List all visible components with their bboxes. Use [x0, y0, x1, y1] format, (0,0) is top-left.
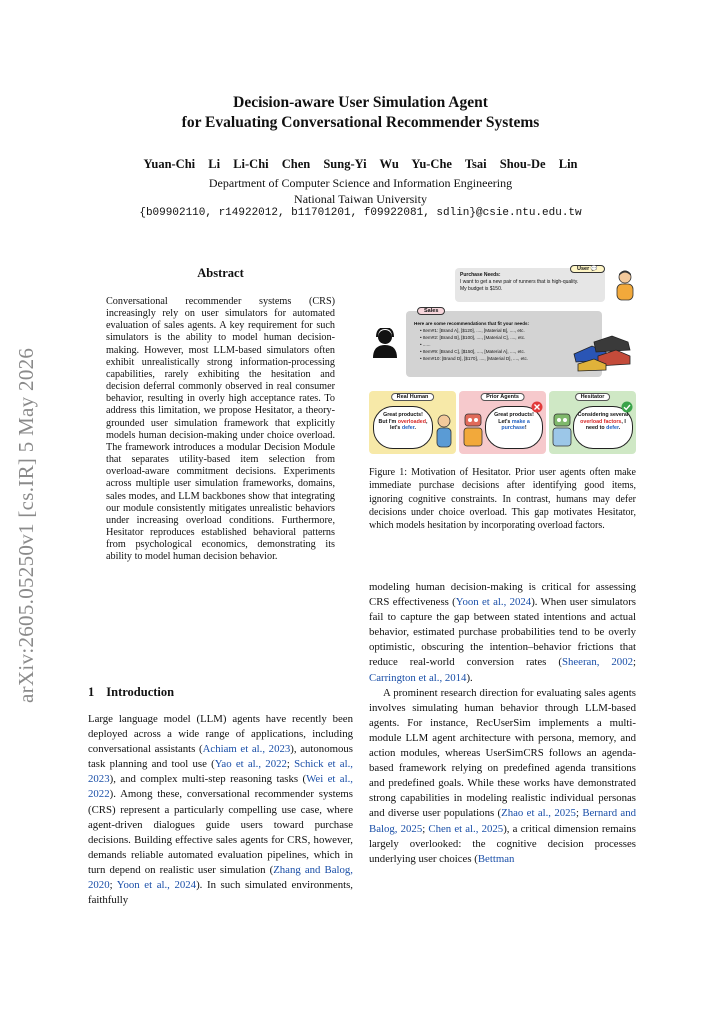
user-tag [570, 265, 605, 273]
paragraph-text-run: A prominent research direction for evaluating sales agents involves simulating human behavior through LLM-based agents. For instance, RecUserSim implements a multi-module LLM agent architecture with persona, memory, and action modules, whereas UserSimCRS follows an agenda-based framework relying on predefined agenda transitions and predefined goals. While these works have demonstrated strong capabilities in modeling realistic individual personas and diverse user populations ( [369, 686, 636, 820]
paragraph-text-run: Large language model (LLM) agents have recently been deployed across a wide range of applications, including conversational assistants ( [88, 713, 353, 756]
recommendation-item: • Item#2: [Brand B], [$100], ...., [Material C], ...., etc. [420, 335, 526, 340]
purchase-needs-line-1: I want to get a new pair of runners that is high-quality. [460, 279, 579, 285]
author-emails: {b09902110, r14922012, b11701201, f09922081, sdlin}@csie.ntu.edu.tw [139, 207, 582, 219]
abstract-heading: Abstract [197, 266, 244, 280]
speech-text: defer [401, 425, 415, 431]
speech-text: ! [524, 425, 527, 431]
panel-title-real-human: Real Human [391, 393, 435, 401]
citation-link[interactable]: Zhao et al., 2025 [501, 807, 576, 820]
purchase-needs-bubble [455, 268, 605, 302]
paragraph-text-run: ; [575, 807, 583, 820]
paragraph-text-run: ). When user simulators fail to capture the gap between stated intentions and actual behavior, estimated purchase probabilities tend to be overly optimistic, obscuring the intention–behavior frictions that reduce real-world conversion rates ( [369, 596, 636, 669]
citation-link[interactable]: Carrington et al., 2014 [369, 671, 467, 684]
citation-link[interactable]: Zhang and Balog, 2020 [88, 863, 354, 892]
affiliation-line-1: Department of Computer Science and Information Engineering [208, 176, 513, 190]
paragraph-text-run: ; [633, 656, 636, 669]
title-line-2: for Evaluating Conversational Recommender Systems [181, 114, 540, 131]
citation-link[interactable]: Yoon et al., 2024 [116, 879, 197, 892]
recommendation-item: • Item#1: [Brand A], [$120], ...., [Material B], ...., etc. [420, 328, 525, 333]
purchase-needs-line-2: My budget is $150. [460, 286, 503, 292]
paragraph-text-run: ), a critical dimension remains largely overlooked: the cognitive decision processes underlying user choices ( [369, 822, 636, 865]
robot-icon [461, 411, 485, 449]
recommendation-item: • ...... [420, 342, 431, 347]
paragraph-text-run: modeling human decision-making is critical for assessing CRS effectiveness ( [369, 581, 636, 609]
recommendation-item: • Item#10: [Brand D], [$170], ...., [Material D], ...., etc. [420, 356, 529, 361]
figure-1 [369, 262, 636, 458]
citation-link[interactable]: Bettman [477, 852, 515, 865]
panel-hesitator [549, 391, 636, 454]
right-paragraph-2 [369, 686, 636, 867]
citation-link[interactable]: Achiam et al., 2023 [202, 743, 291, 756]
citation-link[interactable]: Schick et al., 2023 [88, 758, 353, 786]
sales-tag: Sales [417, 307, 445, 315]
hesitator-robot-icon [551, 411, 573, 449]
speech-text: . [618, 425, 621, 431]
sales-heading: Here are some recommendations that fit your needs: [414, 321, 530, 326]
citation-link[interactable]: Sheeran, 2002 [561, 656, 633, 669]
check-mark-icon [621, 401, 633, 413]
paragraph-text-run: ). Among these, conversational recommender systems (CRS) represent a particularly compelling use case, where agent-driven dialogues guide users toward purchase decisions. Building effective sales agents for CRS, however, demands reliable automated evaluation pipelines, which in turn depend on realistic user simulation ( [88, 788, 353, 876]
citation-link[interactable]: Chen et al., 2025 [428, 822, 504, 835]
panel-prior-agents [459, 391, 546, 454]
speech-text: Great products! [494, 412, 534, 418]
right-paragraph-1 [369, 580, 636, 686]
arxiv-side-label: arXiv:2605.05250v1 [cs.IR] 5 May 2026 [14, 347, 38, 703]
user-avatar-icon [613, 268, 637, 302]
speech-text: Let's [498, 418, 512, 425]
citation-link[interactable]: Wei et al., 2022 [88, 773, 353, 801]
panel-title-prior-agents: Prior Agents [480, 393, 525, 401]
speech-text: overload factors [580, 418, 622, 425]
paper-title [0, 93, 721, 133]
user-tag-label: User [577, 266, 590, 272]
speech-text: overloaded [397, 418, 426, 425]
affiliation-line-2: National Taiwan University [294, 192, 427, 206]
intro-paragraph-1 [88, 712, 353, 908]
speech-text: But I'm [378, 418, 398, 425]
section-number: 1 [88, 685, 95, 699]
right-column-text [369, 580, 636, 867]
speech-text: defer [606, 425, 619, 431]
title-line-1: Decision-aware User Simulation Agent [233, 94, 488, 111]
cross-mark-icon [531, 401, 543, 413]
paragraph-text-run: ; [286, 758, 295, 771]
real-human-speech [373, 406, 433, 449]
purchase-needs-heading: Purchase Needs: [460, 272, 501, 278]
paragraph-text-run: ; [422, 822, 429, 835]
citation-link[interactable]: Yoon et al., 2024 [455, 596, 532, 609]
paragraph-text-run: ; [109, 879, 117, 892]
citation-link[interactable]: Yao et al., 2022 [214, 758, 287, 771]
speech-text: Considering several [577, 412, 629, 418]
speech-text: . [414, 425, 416, 431]
panel-real-human [369, 391, 456, 454]
speech-text: , I need to [585, 418, 626, 431]
section-title: Introduction [106, 685, 175, 699]
salesperson-headset-icon [371, 328, 399, 358]
authors: Yuan-Chi Li Li-Chi Chen Sung-Yi Wu Yu-Che Tsai Shou-De Lin [143, 157, 578, 171]
section-heading-introduction [88, 685, 174, 700]
shoes-image [572, 332, 632, 372]
paragraph-text-run: ). In such simulated environments, faithfully [88, 879, 353, 907]
item-list [414, 327, 596, 362]
paragraph-text-run: ), autonomous task planning and tool use ( [88, 743, 353, 771]
citation-link[interactable]: Bernard and Balog, 2025 [369, 807, 637, 835]
panel-title-hesitator: Hesitator [575, 393, 611, 401]
figure-caption: Figure 1: Motivation of Hesitator. Prior user agents often make immediate purchase decisions after identifying good items, ignoring cognitive constraints. In contrast, humans may defer decisions under choice overload. This gap motivates Hesitator, which models hesitation by incorporating overload factors. [369, 467, 636, 532]
recommendation-item: • Item#9: [Brand C], [$150], ...., [Material A], ...., etc. [420, 349, 526, 354]
intro-p1-text [88, 712, 353, 908]
speech-text: make a purchase [501, 418, 530, 431]
speech-text: Great products! [383, 412, 423, 418]
speech-text: , let's [389, 418, 428, 431]
speech-icon: 💬 [590, 266, 598, 272]
affiliation [0, 175, 721, 207]
abstract-text: Conversational recommender systems (CRS) increasingly rely on user simulators for automated evaluation of sales agents. A key requirement for such simulators is the ability to model human decision-making. However, most LLM-based simulators often exhibit unrealistically strong information-processing capabilities, rarely exhibiting the hesitation and decision deferral commonly observed in real consumer behavior, resulting in overly high acceptance rates. To address this limitation, we propose Hesitator, a theory-grounded user simulation framework that explicitly models human decision-making under choice overload. The framework introduces a modular Decision Module that separates utility-based item selection from overload-aware commitment decisions. Experiments across multiple user simulation frameworks, domains, sales modes, and LLM backbones show that integrating our module consistently mitigates unrealistic behaviors under increasing overload conditions. Furthermore, Hesitator reproduces established behavioral patterns from psychological economics, demonstrating its ability to model human decision behavior. [106, 296, 335, 563]
human-figure-icon [433, 413, 455, 449]
paragraph-text-run: ). [466, 671, 473, 684]
paragraph-text-run: ), and complex multi-step reasoning tasks ( [109, 773, 307, 786]
